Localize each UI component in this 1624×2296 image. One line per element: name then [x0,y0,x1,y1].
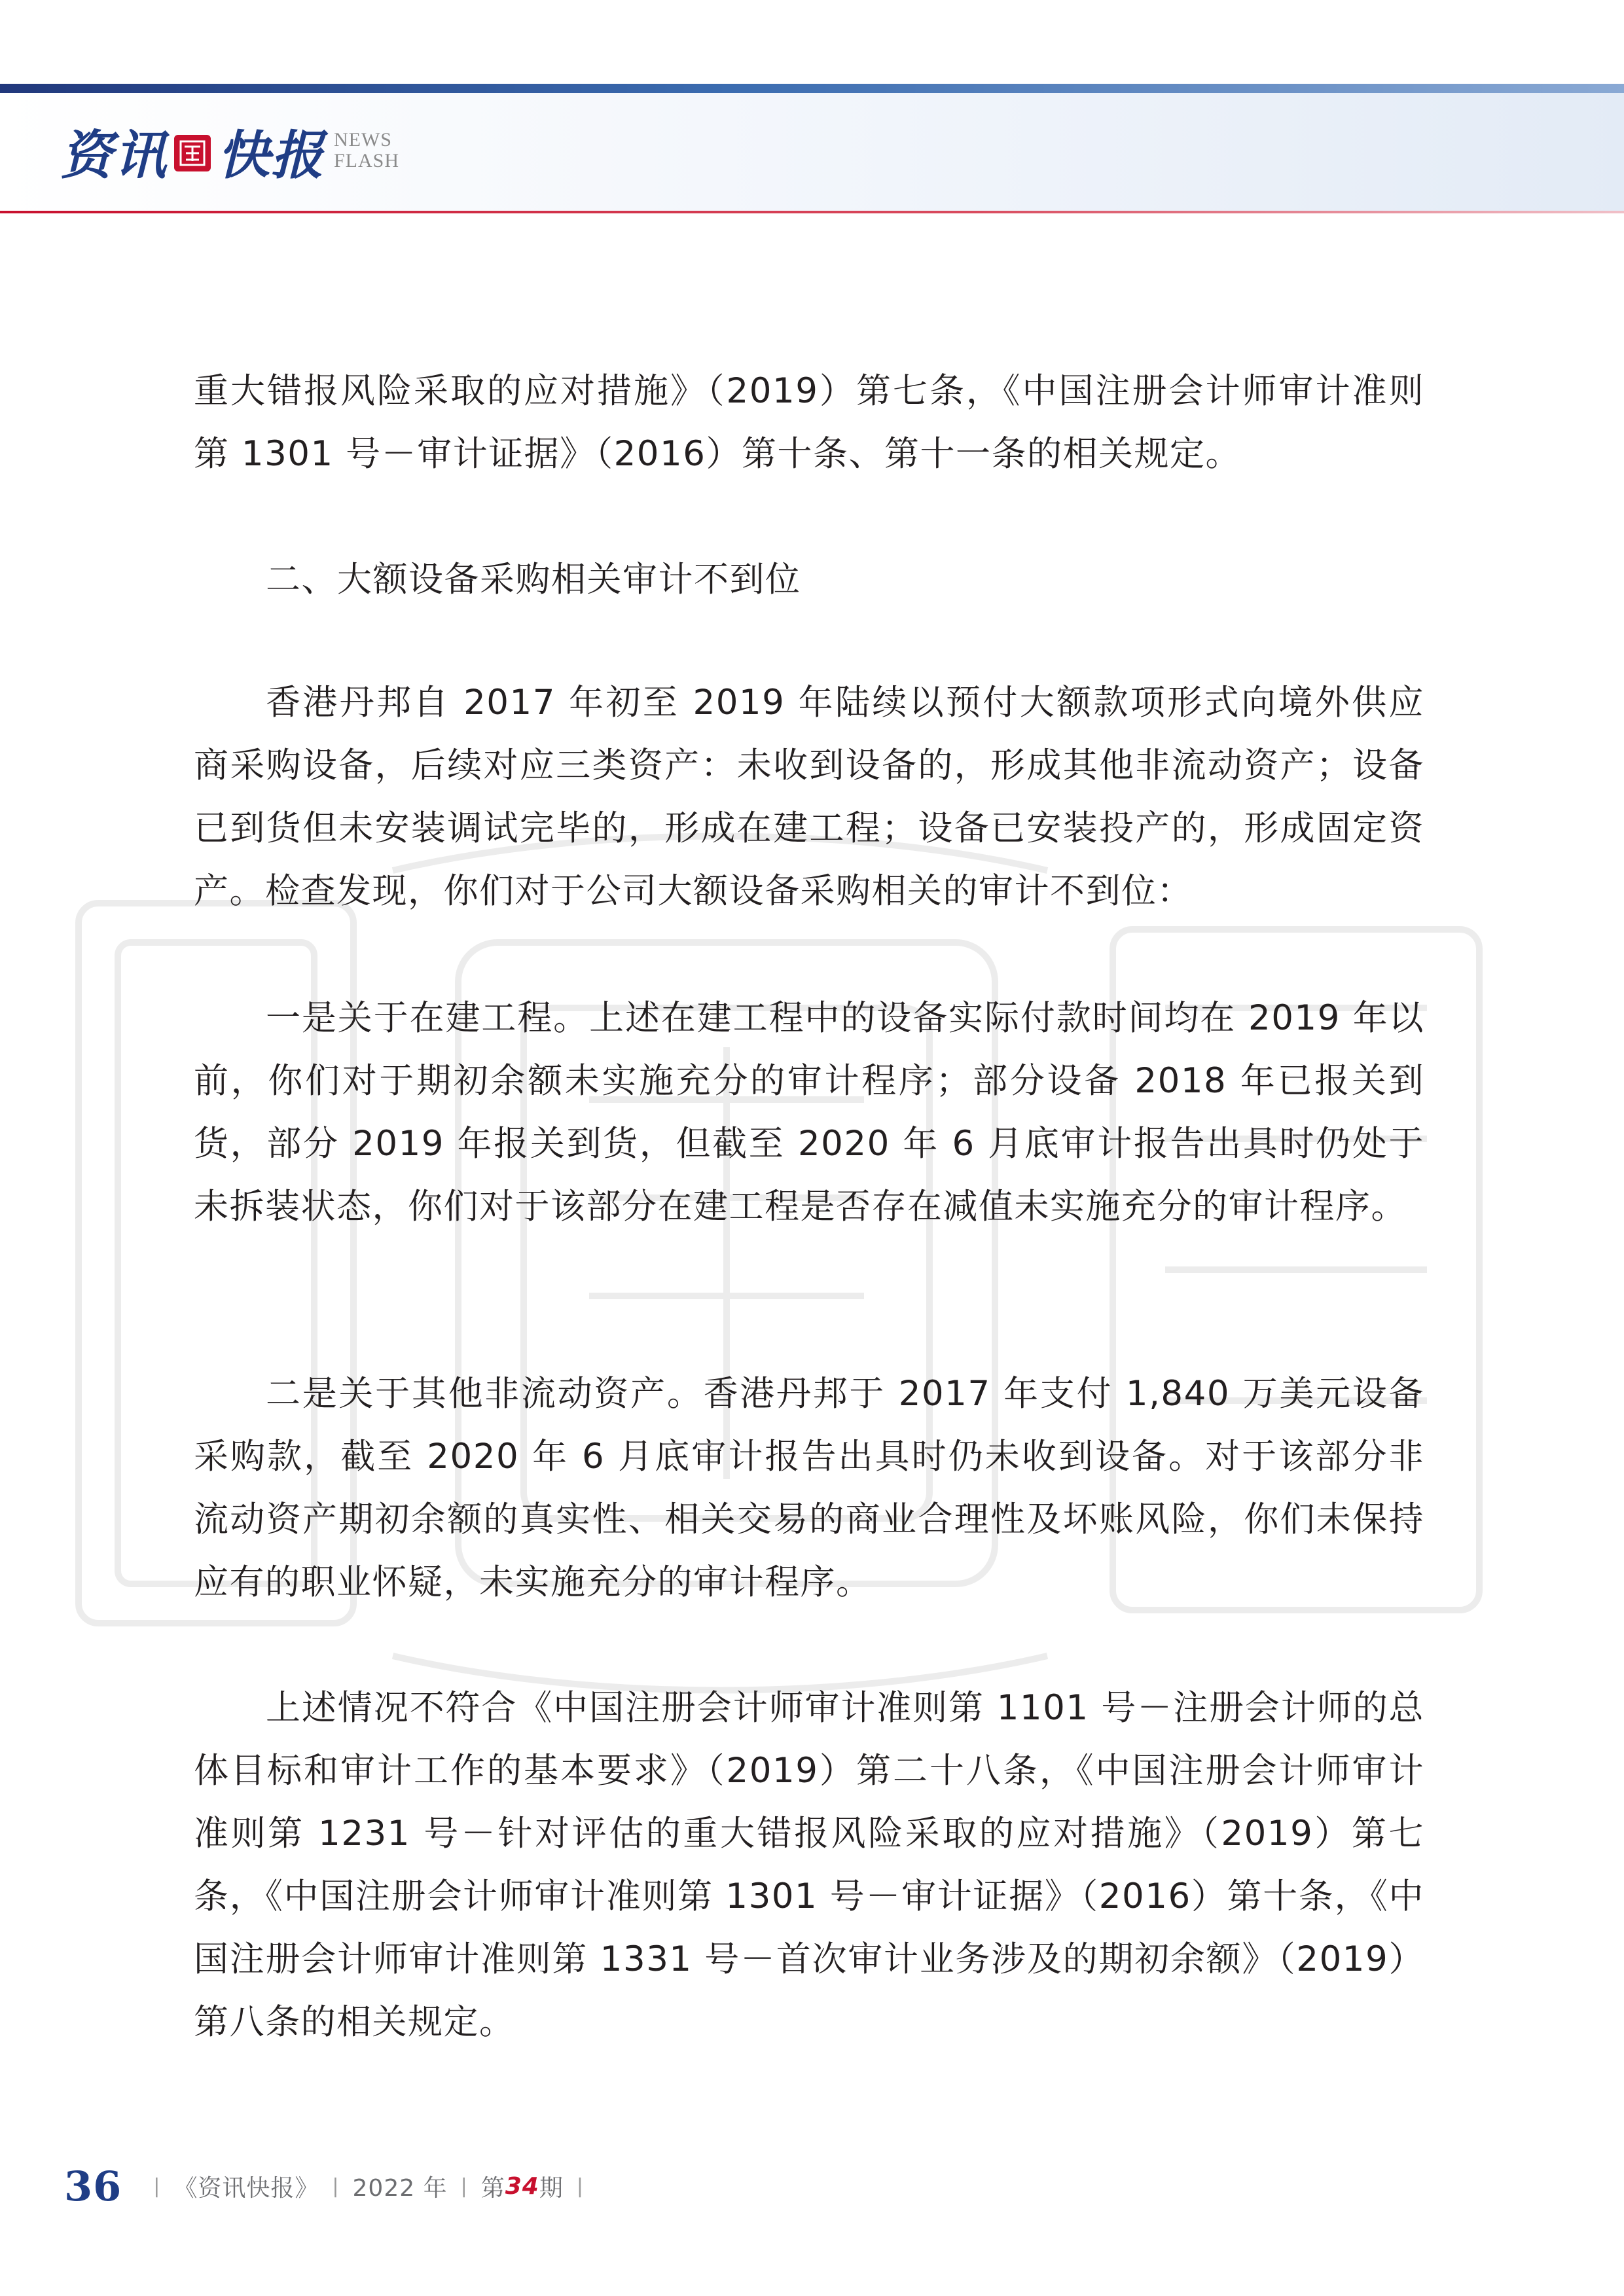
paragraph-intro: 香港丹邦自 2017 年初至 2019 年陆续以预付大额款项形式向境外供应商采购设备，后续对应三类资产：未收到设备的，形成其他非流动资产；设备已到货但未安装调试完毕的，形成在建工程；设备已安装投产的，形成固定资产。检查发现，你们对于公司大额设备采购相关的审计不到位： [194,683,1424,911]
seal-icon [174,135,211,171]
section-heading: 二、大额设备采购相关审计不到位 [266,560,801,600]
paragraph-conclusion: 上述情况不符合《中国注册会计师审计准则第 1101 号－注册会计师的总体目标和审计工作的基本要求》（2019）第二十八条，《中国注册会计师审计准则第 1231 号－针对评估的重大错报风险采取的应对措施》（2019）第七条，《中国注册会计师审计准则第 1301 号－审计证据》（2016）第十条，《中国注册会计师审计准则第 1331 号－首次审计业务涉及的期初余额》（2019）第八条的相关规定。 [194,1688,1424,2042]
news-flash-label [334,130,399,171]
paragraph-first-point: 一是关于在建工程。上述在建工程中的设备实际付款时间均在 2019 年以前，你们对于期初余额未实施充分的审计程序；部分设备 2018 年已报关到货，部分 2019 年报关到货，但截至 2020 年 6 月底审计报告出具时仍处于未拆装状态，你们对于该部分在建工程是否存在减值未实施充分的审计程序。 [194,998,1424,1227]
brand-title-left: 资讯 [60,124,168,186]
header-red-rule [0,211,1624,213]
publication-name: 《资讯快报》 [173,2174,319,2202]
masthead [60,105,399,196]
footer-separator: | [576,2174,584,2198]
news-flash-line1: NEWS [334,129,392,151]
footer-separator: | [153,2174,161,2198]
page-number: 36 [64,2162,122,2210]
paragraph-second-point: 二是关于其他非流动资产。香港丹邦于 2017 年支付 1,840 万美元设备采购款，截至 2020 年 6 月底审计报告出具时仍未收到设备。对于该部分非流动资产期初余额的真实性、相关交易的商业合理性及坏账风险，你们未保持应有的职业怀疑，未实施充分的审计程序。 [194,1374,1424,1602]
news-flash-line2: FLASH [334,150,400,171]
paragraph-continued: 重大错报风险采取的应对措施》（2019）第七条，《中国注册会计师审计准则第 1301 号－审计证据》（2016）第十条、第十一条的相关规定。 [194,371,1424,474]
footer-separator: | [460,2174,468,2198]
issue-prefix: 第 [480,2174,505,2202]
brand-title-right: 快报 [217,124,325,186]
page-footer [64,2160,597,2212]
issue-suffix: 期 [539,2174,564,2202]
header-top-bar [0,84,1624,93]
publication-year: 2022 年 [352,2174,448,2202]
footer-separator: | [332,2174,340,2198]
issue-number: 34 [505,2172,539,2200]
